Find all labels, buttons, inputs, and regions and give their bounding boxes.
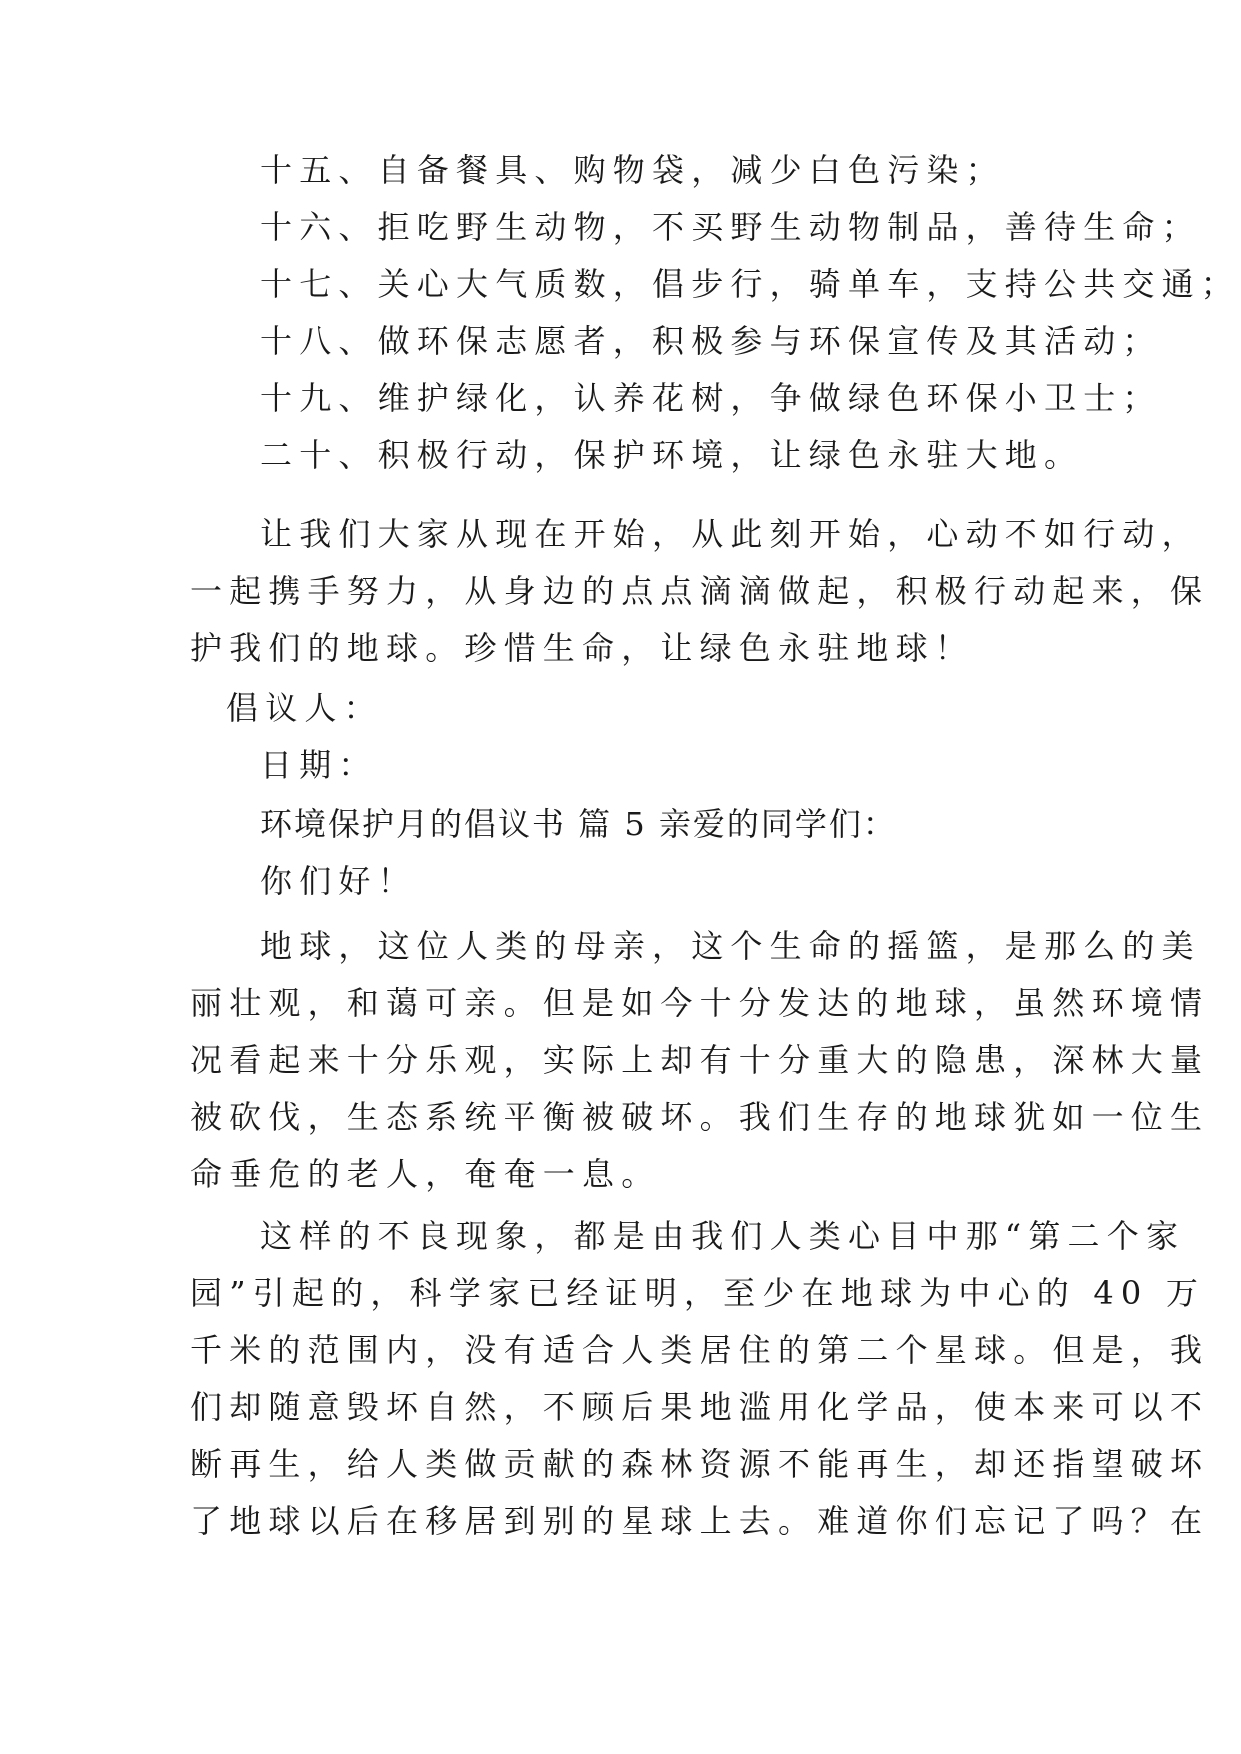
date-label: 日期： [260,746,378,784]
closing-paragraph-line: 护我们的地球。珍惜生命，让绿色永驻地球！ [190,629,975,667]
list-item-17: 十七、关心大气质数，倡步行，骑单车，支持公共交通； [260,265,1241,303]
paragraph-2-line: 们却随意毁坏自然，不顾后果地滥用化学品，使本来可以不 [190,1388,1210,1426]
paragraph-2-line: 断再生，给人类做贡献的森林资源不能再生，却还指望破坏 [190,1445,1210,1483]
list-item-16: 十六、拒吃野生动物，不买野生动物制品，善待生命； [260,208,1201,246]
greeting: 你们好！ [260,862,417,900]
paragraph-1-line: 命垂危的老人，奄奄一息。 [190,1155,661,1193]
list-item-20: 二十、积极行动，保护环境，让绿色永驻大地。 [260,436,1084,474]
paragraph-2-line: 园”引起的，科学家已经证明，至少在地球为中心的 40 万 [190,1274,1206,1312]
list-item-19: 十九、维护绿化，认养花树，争做绿色环保小卫士； [260,379,1162,417]
paragraph-1-line: 被砍伐，生态系统平衡被破坏。我们生存的地球犹如一位生 [190,1098,1210,1136]
paragraph-2-line: 这样的不良现象，都是由我们人类心目中那“第二个家 [260,1217,1186,1255]
list-item-15: 十五、自备餐具、购物袋，减少白色污染； [260,151,1005,189]
closing-paragraph-line: 一起携手努力，从身边的点点滴滴做起，积极行动起来，保 [190,572,1210,610]
paragraph-1-line: 地球，这位人类的母亲，这个生命的摇篮，是那么的美 [260,927,1201,965]
paragraph-2-line: 了地球以后在移居到别的星球上去。难道你们忘记了吗？在 [190,1502,1210,1540]
closing-paragraph-line: 让我们大家从现在开始，从此刻开始，心动不如行动， [260,515,1201,553]
section-heading: 环境保护月的倡议书 篇 5 亲爱的同学们： [260,805,897,843]
proposer-label: 倡议人： [226,689,383,727]
paragraph-1-line: 丽壮观，和蔼可亲。但是如今十分发达的地球，虽然环境情 [190,984,1210,1022]
list-item-18: 十八、做环保志愿者，积极参与环保宣传及其活动； [260,322,1162,360]
paragraph-1-line: 况看起来十分乐观，实际上却有十分重大的隐患，深林大量 [190,1041,1210,1079]
paragraph-2-line: 千米的范围内，没有适合人类居住的第二个星球。但是，我 [190,1331,1210,1369]
